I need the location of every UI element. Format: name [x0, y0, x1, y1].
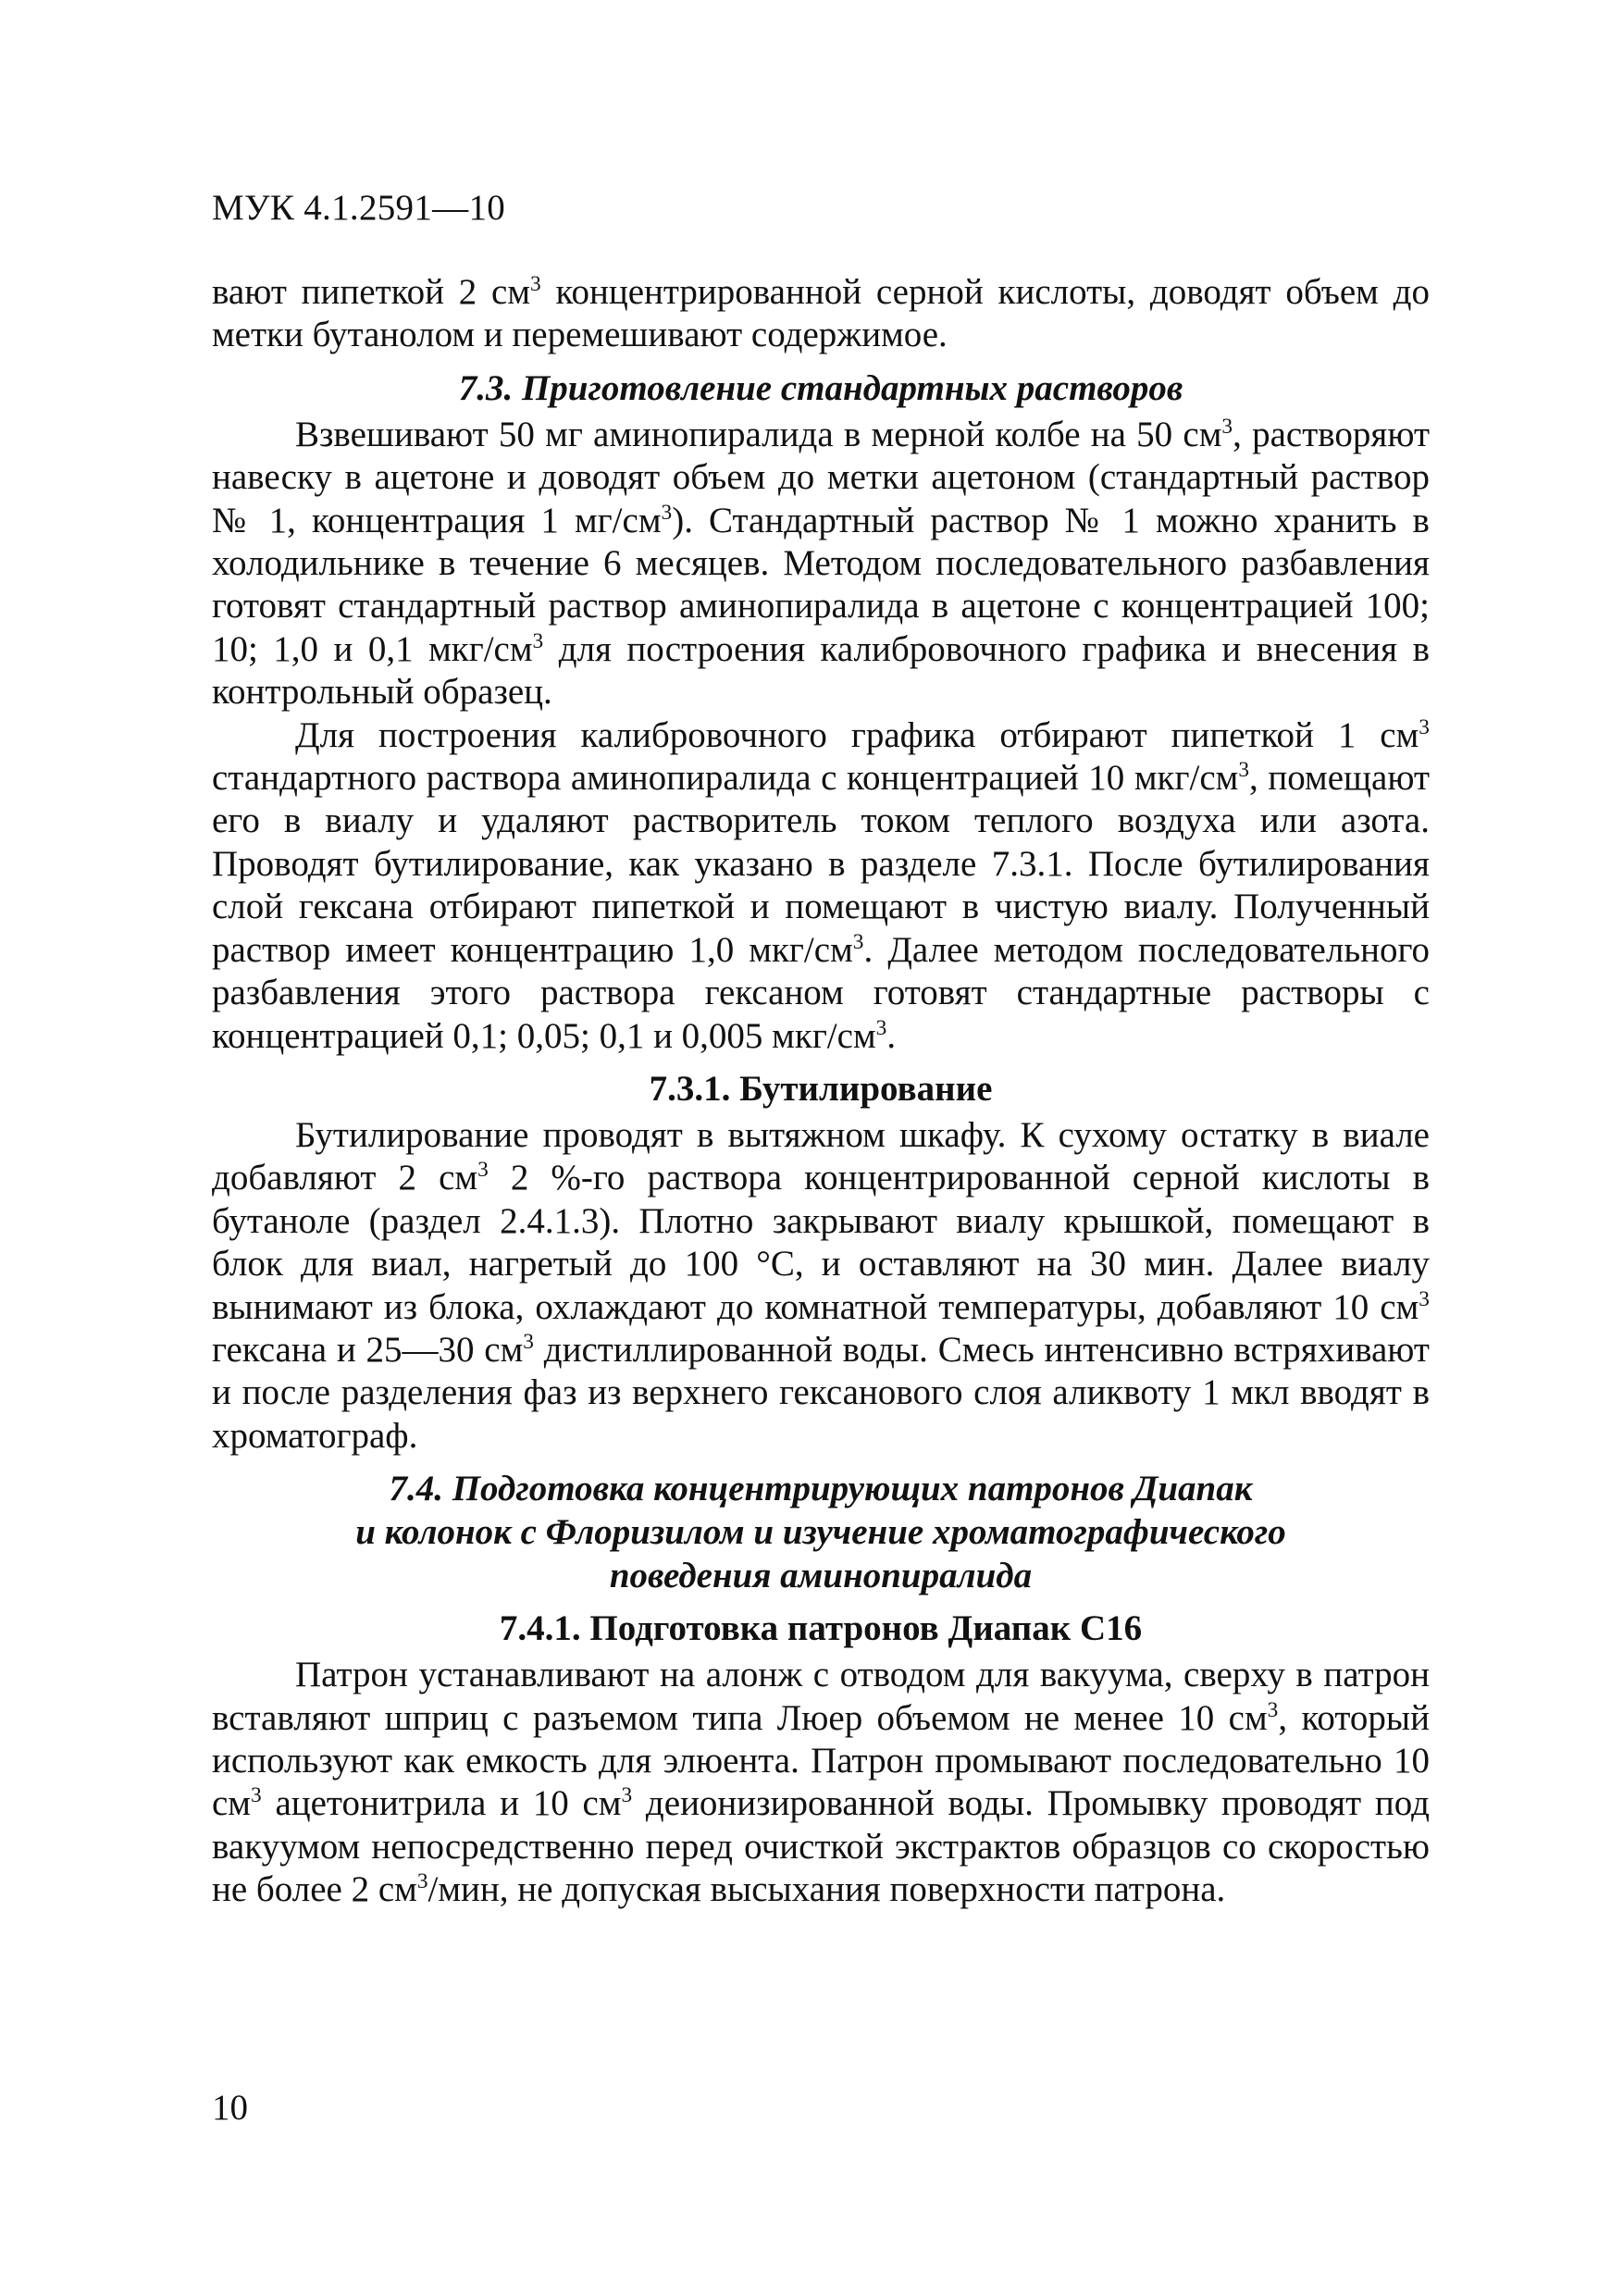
section-heading: [212, 1067, 1430, 1111]
text-run: . Далее методом последовательного разбавления этого раствора гексаном готовят стандартные растворы с концентрацией 0,1; 0,05; 0,1 и 0,005 мкг/см: [212, 929, 1431, 1056]
heading-line: и колонок с Флоризилом и изучение хроматографического: [355, 1512, 1286, 1553]
paragraph: [212, 1654, 1430, 1911]
superscript: 3: [251, 1783, 262, 1808]
superscript: 3: [477, 1158, 489, 1183]
document-code-header: МУК 4.1.2591—10: [212, 188, 506, 228]
heading-line: 7.3. Приготовление стандартных растворов: [458, 367, 1183, 408]
superscript: 3: [1419, 1286, 1430, 1311]
heading-line: 7.3.1. Бутилирование: [649, 1068, 993, 1109]
superscript: 3: [661, 500, 673, 525]
paragraph: [212, 1114, 1430, 1458]
text-run: деионизированной воды. Промывку проводят под вакуумом непосредственно перед очисткой экстрактов образцов со скоростью не более 2 см: [212, 1783, 1430, 1910]
paragraph: [212, 414, 1430, 714]
superscript: 3: [530, 272, 541, 296]
text-run: /мин, не допуская высыхания поверхности патрона.: [427, 1869, 1226, 1910]
superscript: 3: [852, 929, 864, 954]
section-heading: [212, 366, 1430, 410]
heading-line: 7.4.1. Подготовка патронов Диапак С16: [499, 1608, 1143, 1649]
text-run: , растворяют навеску в ацетоне и доводят объем до метки ацетоном (стандартный раствор № 1, концентрация 1 мг/см: [212, 414, 1430, 540]
superscript: 3: [1221, 414, 1233, 439]
superscript: 3: [523, 1329, 534, 1354]
superscript: 3: [875, 1015, 887, 1040]
text-run: Патрон устанавливают на алонж с отводом для вакуума, сверху в патрон вставляют шприц с разъемом типа Люер объемом не менее 10 см: [212, 1655, 1430, 1738]
text-run: стандартного раствора аминопиралида с концентрацией 10 мкг/см: [212, 758, 1239, 799]
section-heading: [212, 1607, 1430, 1650]
text-run: для построения калибровочного графика и внесения в контрольный образец.: [212, 628, 1431, 713]
superscript: 3: [621, 1783, 633, 1808]
text-run: Взвешивают 50 мг аминопиралида в мерной колбе на 50 см: [295, 414, 1222, 454]
text-run: , который используют как емкость для элюента. Патрон промывают последовательно 10 см: [212, 1697, 1430, 1824]
heading-line: 7.4. Подготовка концентрирующих патронов Диапак: [389, 1469, 1253, 1509]
document-body: [212, 271, 1430, 1912]
paragraph: [212, 271, 1430, 357]
text-run: дистиллированной воды. Смесь интенсивно встряхивают и после разделения фаз из верхнего гексанового слоя аликвоту 1 мкл вводят в хроматограф.: [212, 1329, 1430, 1456]
text-run: Для построения калибровочного графика отбирают пипеткой 1 см: [295, 714, 1419, 755]
superscript: 3: [416, 1869, 428, 1894]
heading-line: поведения аминопиралида: [609, 1556, 1033, 1596]
text-run: ). Стандартный раствор № 1 можно хранить в холодильнике в течение 6 месяцев. Методом последовательного разбавления готовят стандартный раствор аминопиралида в ацетоне с концентрацией 100; 10; 1,0 и 0,1 мкг/см: [212, 500, 1430, 669]
superscript: 3: [1419, 714, 1430, 739]
text-run: ацетонитрила и 10 см: [261, 1783, 622, 1824]
text-run: гексана и 25—30 см: [212, 1329, 524, 1370]
superscript: 3: [1238, 758, 1250, 783]
section-heading: [212, 1467, 1430, 1597]
text-run: вают пипеткой 2 см: [212, 272, 531, 312]
text-run: Бутилирование проводят в вытяжном шкафу. К сухому остатку в виале добавляют 2 см: [212, 1114, 1430, 1198]
paragraph: [212, 714, 1430, 1058]
page-number: 10: [212, 2088, 248, 2128]
text-run: .: [886, 1015, 897, 1056]
text-run: концентрированной серной кислоты, доводят объем до метки бутанолом и перемешивают содержимое.: [212, 272, 1430, 355]
text-run: , помещают его в виалу и удаляют растворитель током теплого воздуха или азота. Проводят бутилирование, как указано в разделе 7.3.1. После бутилирования слой гексана отбирают пипеткой и помещают в чистую виалу. Полученный раствор имеет концентрацию 1,0 мкг/см: [212, 758, 1431, 970]
superscript: 3: [1267, 1697, 1279, 1722]
text-run: 2 %-го раствора концентрированной серной кислоты в бутаноле (раздел 2.4.1.3). Плотно закрывают виалу крышкой, помещают в блок для виал, нагретый до 100 °С, и оставляют на 30 мин. Далее виалу вынимают из блока, охлаждают до комнатной температуры, добавляют 10 см: [212, 1158, 1430, 1327]
superscript: 3: [532, 628, 544, 653]
